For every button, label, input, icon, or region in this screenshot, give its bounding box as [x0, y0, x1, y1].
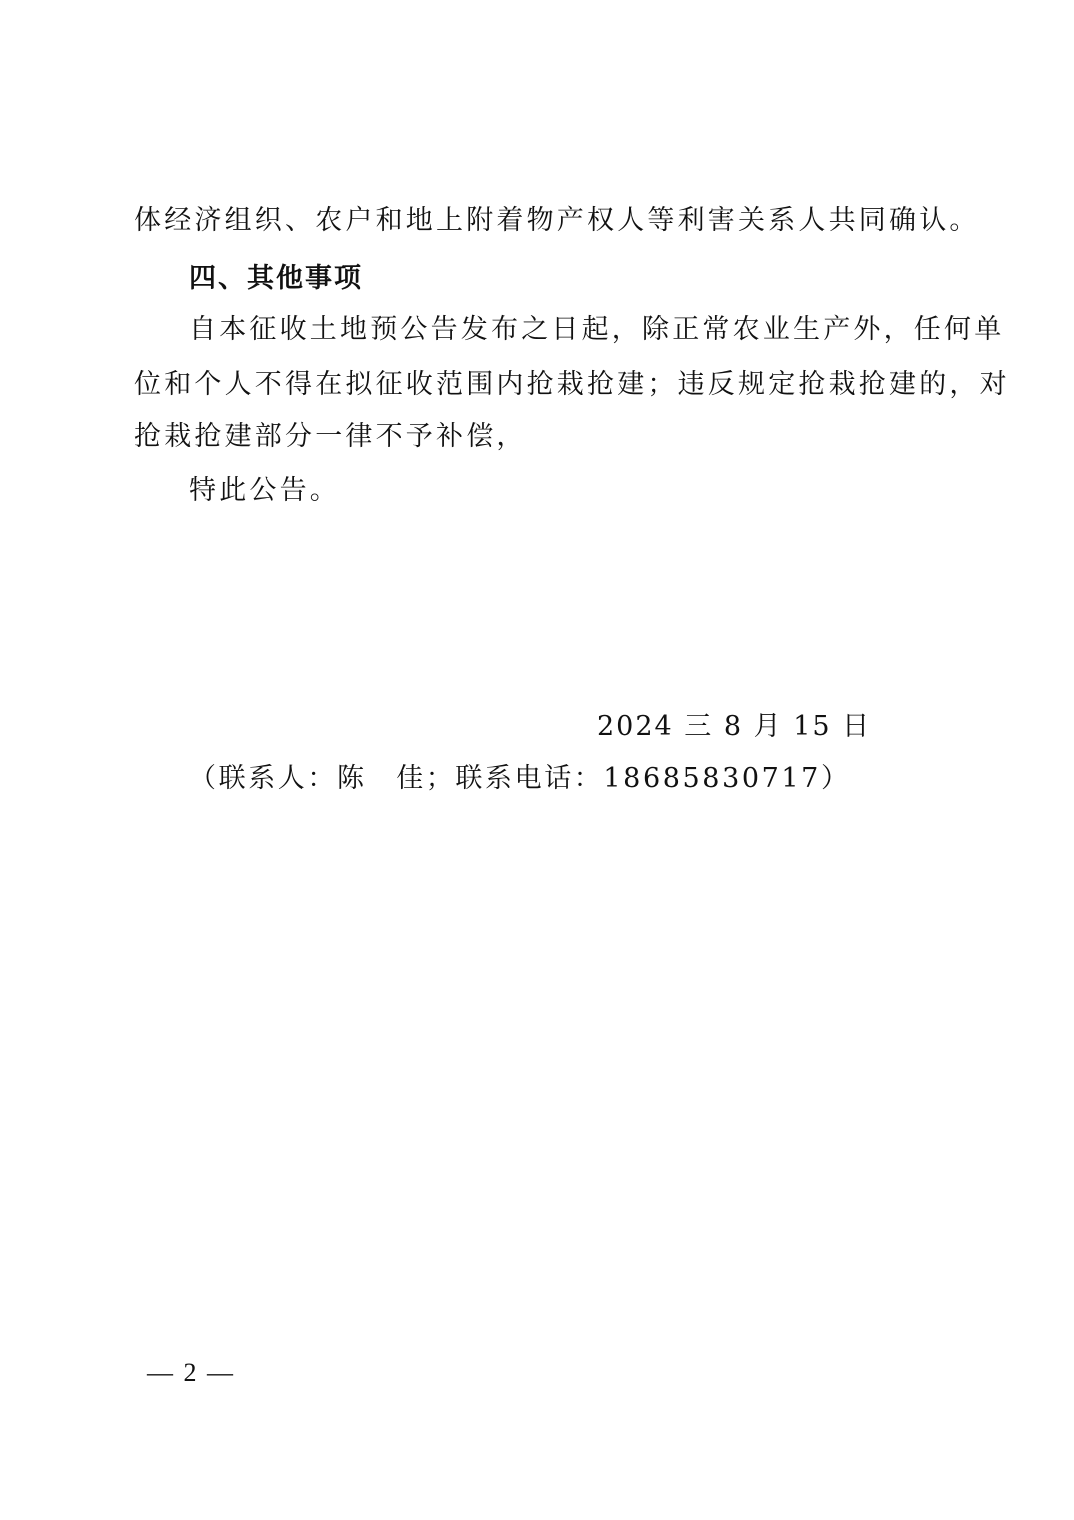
body-text-line: 体经济组织、农户和地上附着物产权人等利害关系人共同确认。 — [134, 205, 980, 236]
contact-line: （联系人：陈 佳；联系电话：18685830717） — [189, 763, 851, 794]
body-text-line: 抢栽抢建部分一律不予补偿， — [134, 421, 527, 452]
date-line: 2024 三 8 月 15 日 — [597, 711, 872, 742]
section-heading: 四、其他事项 — [189, 263, 363, 294]
body-text-line: 位和个人不得在拟征收范围内抢栽抢建；违反规定抢栽抢建的，对 — [134, 369, 1010, 400]
closing-text: 特此公告。 — [189, 475, 340, 506]
page-number: — 2 — — [147, 1358, 235, 1387]
body-text-line: 自本征收土地预公告发布之日起，除正常农业生产外，任何单 — [189, 314, 1005, 345]
